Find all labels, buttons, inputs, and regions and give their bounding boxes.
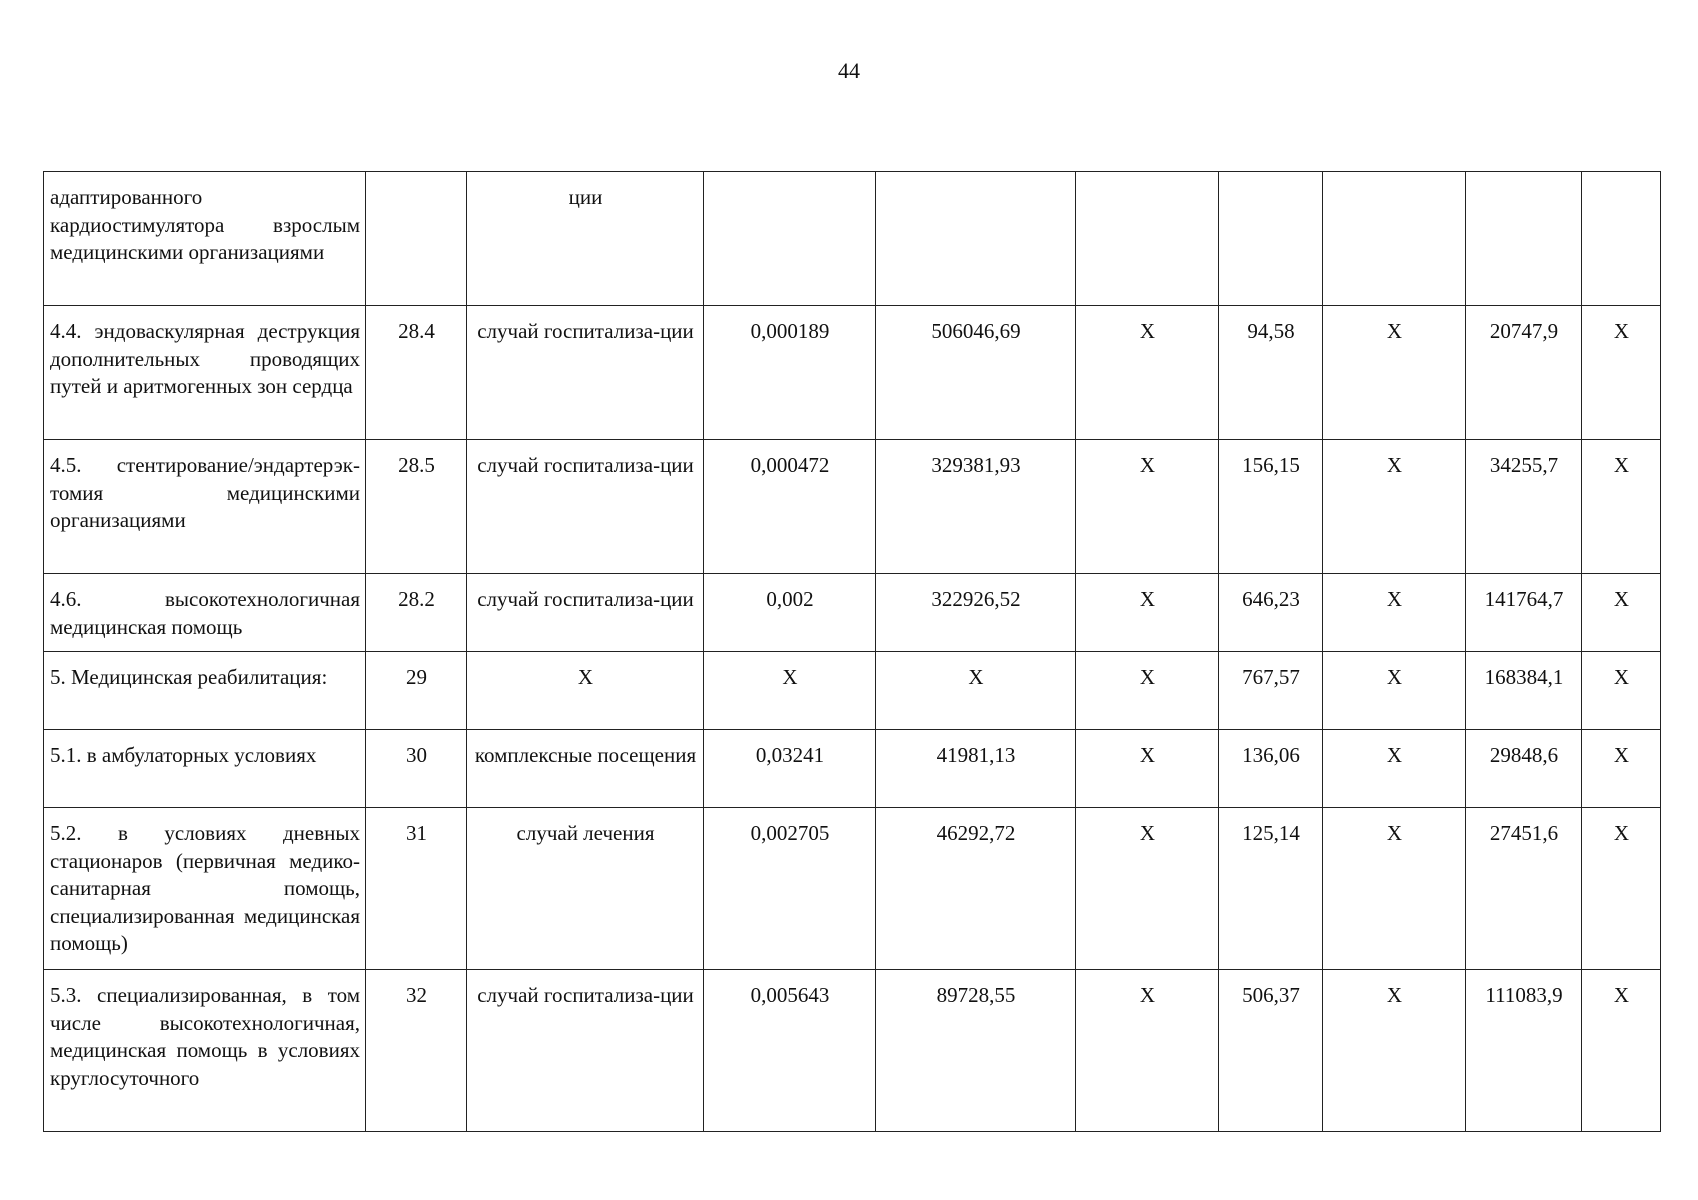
row-cost: 89728,55 bbox=[876, 970, 1076, 1132]
row-col7: 136,06 bbox=[1219, 730, 1323, 808]
row-line-number bbox=[366, 172, 467, 306]
row-name-cell: 5.2. в условиях дневных стационаров (первичная медико-санитарная помощь, специализированная медицинская помощь) bbox=[44, 808, 366, 970]
row-unit: комплексные посещения bbox=[467, 730, 704, 808]
row-col10: X bbox=[1582, 574, 1661, 652]
row-col10: X bbox=[1582, 970, 1661, 1132]
row-col10 bbox=[1582, 172, 1661, 306]
row-col9: 27451,6 bbox=[1466, 808, 1582, 970]
row-col7: 646,23 bbox=[1219, 574, 1323, 652]
row-line-number: 30 bbox=[366, 730, 467, 808]
table-row bbox=[44, 970, 1661, 1132]
row-col10: X bbox=[1582, 440, 1661, 574]
row-name-cell: 5.1. в амбулаторных условиях bbox=[44, 730, 366, 808]
row-unit: X bbox=[467, 652, 704, 730]
row-col8: X bbox=[1323, 440, 1466, 574]
table-row bbox=[44, 730, 1661, 808]
row-volume: 0,005643 bbox=[704, 970, 876, 1132]
row-cost bbox=[876, 172, 1076, 306]
row-volume: 0,002 bbox=[704, 574, 876, 652]
row-volume: 0,000189 bbox=[704, 306, 876, 440]
row-col9 bbox=[1466, 172, 1582, 306]
row-col7: 125,14 bbox=[1219, 808, 1323, 970]
row-col8: X bbox=[1323, 730, 1466, 808]
row-line-number: 28.4 bbox=[366, 306, 467, 440]
row-name-cell: 5.3. специализированная, в том числе высокотехнологичная, медицинская помощь в условиях круглосуточного bbox=[44, 970, 366, 1132]
row-name-cell: 5. Медицинская реабилитация: bbox=[44, 652, 366, 730]
row-col8: X bbox=[1323, 574, 1466, 652]
table-row bbox=[44, 172, 1661, 306]
row-name-cell: 4.4. эндоваскулярная деструкция дополнительных проводящих путей и аритмогенных зон сердца bbox=[44, 306, 366, 440]
row-line-number: 32 bbox=[366, 970, 467, 1132]
table-row bbox=[44, 306, 1661, 440]
row-col8 bbox=[1323, 172, 1466, 306]
row-col9: 111083,9 bbox=[1466, 970, 1582, 1132]
row-col9: 141764,7 bbox=[1466, 574, 1582, 652]
row-col8: X bbox=[1323, 970, 1466, 1132]
row-unit: случай госпитализа-ции bbox=[467, 440, 704, 574]
row-col7: 767,57 bbox=[1219, 652, 1323, 730]
page-number: 44 bbox=[838, 58, 860, 83]
row-col7: 156,15 bbox=[1219, 440, 1323, 574]
row-cost: 329381,93 bbox=[876, 440, 1076, 574]
table-row bbox=[44, 652, 1661, 730]
row-name-cell: 4.5. стентирование/эндартерэк-томия медицинскими организациями bbox=[44, 440, 366, 574]
row-col8: X bbox=[1323, 306, 1466, 440]
row-line-number: 28.2 bbox=[366, 574, 467, 652]
row-unit: случай госпитализа-ции bbox=[467, 970, 704, 1132]
row-col6: X bbox=[1076, 730, 1219, 808]
row-col9: 34255,7 bbox=[1466, 440, 1582, 574]
table-row bbox=[44, 808, 1661, 970]
row-col10: X bbox=[1582, 652, 1661, 730]
row-col6: X bbox=[1076, 970, 1219, 1132]
row-volume: 0,000472 bbox=[704, 440, 876, 574]
row-col6: X bbox=[1076, 574, 1219, 652]
row-unit: случай госпитализа-ции bbox=[467, 574, 704, 652]
row-col9: 20747,9 bbox=[1466, 306, 1582, 440]
row-col7 bbox=[1219, 172, 1323, 306]
table-row bbox=[44, 440, 1661, 574]
table-row bbox=[44, 574, 1661, 652]
row-volume: X bbox=[704, 652, 876, 730]
row-col9: 168384,1 bbox=[1466, 652, 1582, 730]
row-col7: 94,58 bbox=[1219, 306, 1323, 440]
row-col6: X bbox=[1076, 440, 1219, 574]
row-unit: ции bbox=[467, 172, 704, 306]
row-line-number: 28.5 bbox=[366, 440, 467, 574]
row-line-number: 29 bbox=[366, 652, 467, 730]
table-body bbox=[44, 172, 1661, 1132]
tariff-table bbox=[43, 171, 1661, 1132]
row-cost: 46292,72 bbox=[876, 808, 1076, 970]
row-col8: X bbox=[1323, 808, 1466, 970]
row-cost: 506046,69 bbox=[876, 306, 1076, 440]
row-col10: X bbox=[1582, 730, 1661, 808]
row-cost: 322926,52 bbox=[876, 574, 1076, 652]
row-volume bbox=[704, 172, 876, 306]
row-volume: 0,002705 bbox=[704, 808, 876, 970]
row-line-number: 31 bbox=[366, 808, 467, 970]
row-col9: 29848,6 bbox=[1466, 730, 1582, 808]
row-col6: X bbox=[1076, 652, 1219, 730]
row-col8: X bbox=[1323, 652, 1466, 730]
row-col6: X bbox=[1076, 306, 1219, 440]
row-cost: X bbox=[876, 652, 1076, 730]
row-name-cell: 4.6. высокотехнологичная медицинская помощь bbox=[44, 574, 366, 652]
row-col10: X bbox=[1582, 306, 1661, 440]
row-col7: 506,37 bbox=[1219, 970, 1323, 1132]
row-name-cell: адаптированного кардиостимулятора взрослым медицинскими организациями bbox=[44, 172, 366, 306]
row-col10: X bbox=[1582, 808, 1661, 970]
row-volume: 0,03241 bbox=[704, 730, 876, 808]
row-unit: случай лечения bbox=[467, 808, 704, 970]
row-col6: X bbox=[1076, 808, 1219, 970]
row-unit: случай госпитализа-ции bbox=[467, 306, 704, 440]
row-cost: 41981,13 bbox=[876, 730, 1076, 808]
row-col6 bbox=[1076, 172, 1219, 306]
